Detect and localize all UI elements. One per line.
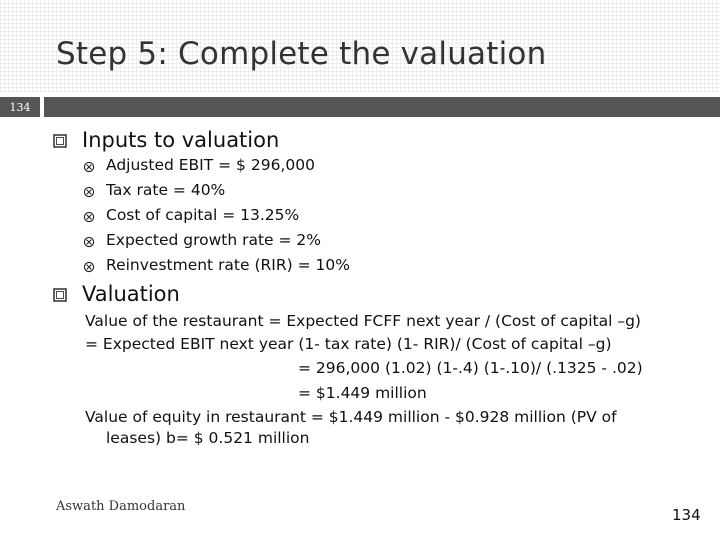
slide-number-tag: 134 xyxy=(0,97,40,117)
valuation-heading: Valuation xyxy=(82,282,180,306)
input-item-growth-rate: Expected growth rate = 2% xyxy=(106,231,322,249)
input-item-tax-rate: Tax rate = 40% xyxy=(106,181,226,199)
valuation-line-4: = $1.449 million xyxy=(298,384,427,402)
circle-cross-bullet-icon xyxy=(83,161,95,173)
input-item-ebit: Adjusted EBIT = $ 296,000 xyxy=(106,156,315,174)
square-bullet-icon xyxy=(52,287,68,303)
circle-cross-bullet-icon xyxy=(83,236,95,248)
square-bullet-icon xyxy=(52,133,68,149)
valuation-line-3: = 296,000 (1.02) (1-.4) (1-.10)/ (.1325 - .02) xyxy=(298,359,643,377)
page-number: 134 xyxy=(672,506,701,524)
input-item-reinvestment-rate: Reinvestment rate (RIR) = 10% xyxy=(106,256,350,274)
circle-cross-bullet-icon xyxy=(83,261,95,273)
circle-cross-bullet-icon xyxy=(83,211,95,223)
input-item-cost-of-capital: Cost of capital = 13.25% xyxy=(106,206,300,224)
circle-cross-bullet-icon xyxy=(83,186,95,198)
valuation-line-5: Value of equity in restaurant = $1.449 million - $0.928 million (PV of xyxy=(85,408,617,426)
author-footer: Aswath Damodaran xyxy=(56,499,186,514)
valuation-line-1: Value of the restaurant = Expected FCFF next year / (Cost of capital –g) xyxy=(85,312,641,330)
valuation-line-2: = Expected EBIT next year (1- tax rate) (1- RIR)/ (Cost of capital –g) xyxy=(85,335,612,353)
slide-title: Step 5: Complete the valuation xyxy=(56,36,547,72)
valuation-line-6: leases) b= $ 0.521 million xyxy=(106,429,310,447)
header-rule-bar xyxy=(44,97,720,117)
inputs-heading: Inputs to valuation xyxy=(82,128,280,152)
